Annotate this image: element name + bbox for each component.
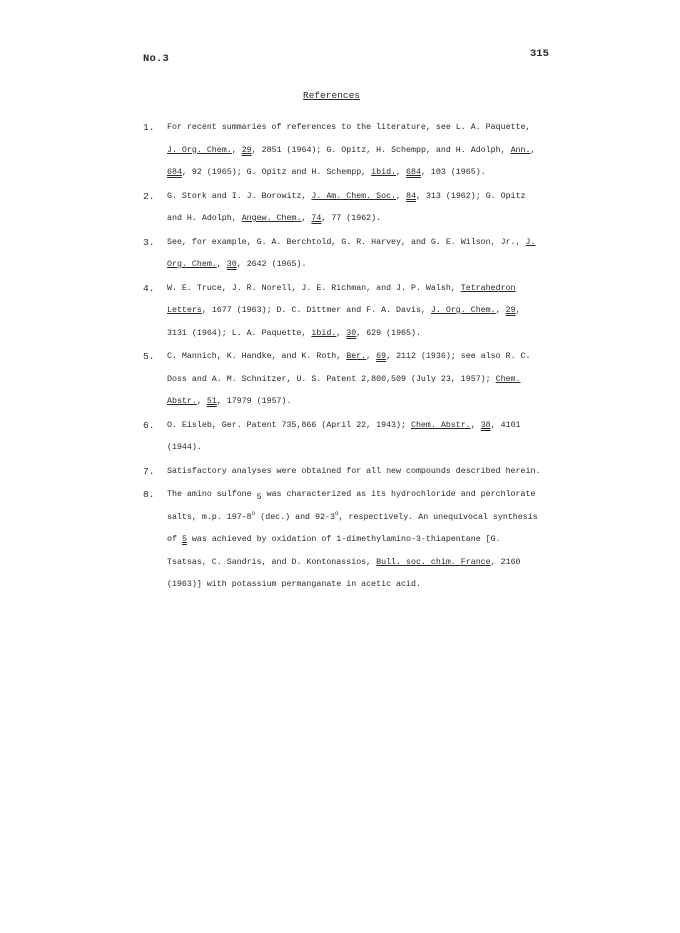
reference-text-segment: G. Stork and I. J. Borowitz, [167,191,312,201]
reference-text-segment: The amino sulfone [167,490,257,499]
reference-text-segment: , 17979 (1957). [216,397,292,406]
reference-number: 3. [143,236,155,248]
reference-item [143,232,543,277]
reference-list [143,117,543,598]
journal-title: J. Org. Chem. [167,237,536,269]
reference-number: 6. [143,419,155,431]
reference-text [167,278,543,346]
reference-text-segment: , [396,168,407,177]
page-number: 315 [530,48,549,60]
volume-number: 29 [505,306,516,315]
volume-number: 84 [406,191,416,201]
reference-text-segment: , 2112 (1936); see also R. C. Doss and A. M. Schnitzer, U. S. Patent 2,800,509 (July 23, 1957); [167,352,531,384]
journal-title: Ber. [346,352,367,361]
reference-item [143,186,543,231]
reference-text-segment: , 103 (1965). [420,168,486,177]
reference-text-segment: , [396,191,407,201]
reference-item [143,461,543,484]
journal-title: ibid. [371,168,397,177]
reference-text [167,461,543,484]
reference-text-segment: , [216,260,227,269]
reference-text-segment: , [366,352,377,361]
reference-text-segment: See, for example, G. A. Berchtold, G. R. Harvey, and G. E. Wilson, Jr., [167,237,526,247]
compound-number: 5 [256,493,262,502]
reference-text [167,484,543,597]
reference-text-segment: , [231,145,242,155]
reference-text [167,346,543,414]
journal-title: J. Am. Chem. Soc. [311,191,397,201]
reference-number: 8. [143,489,155,500]
journal-title: Chem. Abstr. [167,374,521,406]
journal-title: Ann. [510,145,531,155]
reference-number: 1. [143,122,155,133]
reference-number: 7. [143,465,155,477]
reference-text-segment: O. Eisleb, Ger. Patent 735,866 (April 22, 1943); [167,420,411,430]
volume-number: 5 [181,535,187,544]
volume-number: 684 [406,168,421,177]
journal-title: Tetrahedron Letters [167,283,516,315]
volume-number: 51 [206,397,217,406]
journal-title: J. Org. Chem. [167,145,232,155]
reference-text-segment: C. Mannich, K. Handke, and K. Roth, [167,352,347,361]
volume-number: 29 [241,145,252,155]
reference-text [167,232,543,277]
journal-title: ibid. [311,328,337,338]
reference-number: 2. [143,190,155,202]
reference-text-segment: W. E. Truce, J. R. Norell, J. E. Richman, and J. P. Walsh, [167,283,461,293]
reference-item [143,415,543,460]
degree-mark: o [334,509,339,517]
volume-number: 30 [346,328,357,338]
reference-text-segment: , [336,328,347,338]
reference-text-segment: , 3131 (1964); L. A. Paquette, [167,306,521,338]
reference-text-segment: , 77 (1962). [321,214,382,223]
reference-text-segment: , [530,145,536,155]
section-title: References [303,90,361,101]
reference-text-segment: , respectively. An unequivocal synthesis of [167,512,538,544]
reference-item [143,346,543,414]
reference-text-segment: , [301,214,312,223]
reference-text-segment: , 2851 (1964); G. Opitz, H. Schempp, and H. Adolph, [251,145,511,155]
reference-text-segment: , 4101 (1944). [167,420,521,452]
reference-text [167,117,543,185]
reference-number: 5. [143,351,155,362]
reference-text-segment: , [470,420,481,430]
reference-text-segment: , 1677 (1963); D. C. Dittmer and F. A. Davis, [201,306,431,315]
volume-number: 69 [376,352,387,361]
reference-text-segment: For recent summaries of references to the literature, see L. A. Paquette, [167,123,531,132]
volume-number: 684 [167,168,182,177]
reference-item [143,278,543,346]
degree-mark: o [251,509,256,517]
reference-text-segment: was achieved by oxidation of 1-dimethylamino-3-thiapentane [G. Tsatsas, C. Sandris, and D. Kontonassios, [167,535,501,567]
reference-text-segment: , 2642 (1965). [236,260,307,269]
volume-number: 38 [480,420,491,430]
reference-text-segment: , 313 (1962); G. Opitz and H. Adolph, [167,191,526,223]
reference-text-segment: was characterized as its hydrochloride and perchlorate salts, m.p. 197-8 [167,490,536,522]
reference-text-segment: , 629 (1965). [356,328,421,338]
journal-title: Bull. soc. chim. France [376,557,491,567]
reference-text [167,415,543,460]
reference-text-segment: (dec.) and 92-3 [255,512,335,522]
reference-text-segment: , 92 (1965); G. Opitz and H. Schempp, [181,168,372,177]
page-label: No.3 [143,53,170,65]
volume-number: 74 [311,214,322,223]
journal-title: Angew. Chem. [241,214,302,223]
reference-text-segment: , [495,306,506,315]
reference-item [143,484,543,597]
reference-text-segment: , [196,397,207,406]
reference-text-segment: , 2160 (1963)] with potassium permanganate in acetic acid. [167,557,521,589]
reference-number: 4. [143,282,155,294]
volume-number: 30 [226,260,237,269]
reference-text [167,186,543,231]
reference-text-segment: Satisfactory analyses were obtained for all new compounds described herein. [167,466,541,476]
journal-title: J. Org. Chem. [430,306,496,315]
reference-item [143,117,543,185]
journal-title: Chem. Abstr. [410,420,471,430]
